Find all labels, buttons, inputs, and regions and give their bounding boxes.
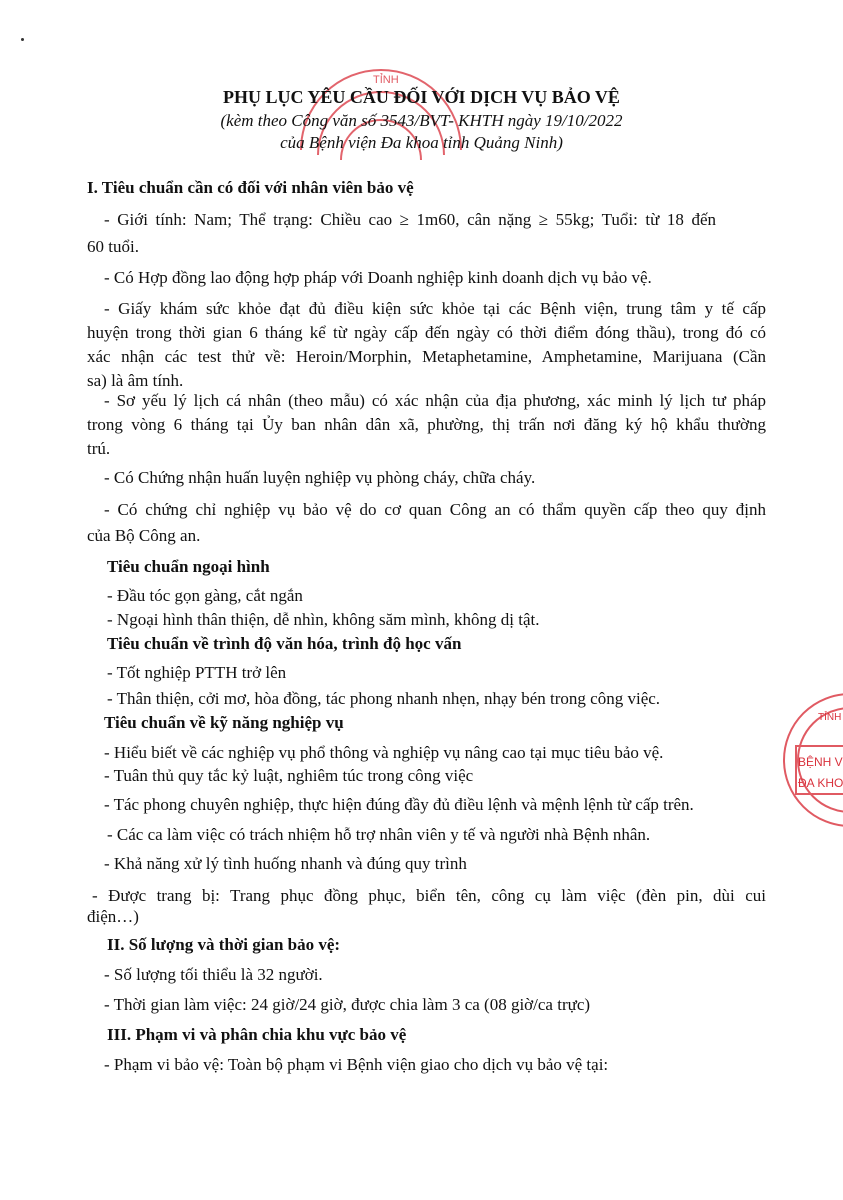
- s1-p3-line-2: huyện trong thời gian 6 tháng kể từ ngày cấp đến ngày có thời điểm đóng thầu), trong đó có: [87, 323, 766, 342]
- education-item-1: - Tốt nghiệp PTTH trở lên: [107, 663, 287, 682]
- skills-item-4: - Các ca làm việc có trách nhiệm hỗ trợ nhân viên y tế và người nhà Bệnh nhân.: [107, 825, 651, 844]
- seal-top-text: TỈNH: [373, 74, 399, 86]
- skills-item-6-line-2: điện…): [87, 907, 139, 926]
- s1-p4-line-2: trong vòng 6 tháng tại Ủy ban nhân dân xã, phường, thị trấn nơi đăng ký hộ khẩu thường: [87, 415, 766, 434]
- skills-item-1: - Hiểu biết về các nghiệp vụ phổ thông và nghiệp vụ nâng cao tại mục tiêu bảo vệ.: [104, 743, 664, 762]
- skills-item-6-line-1: - Được trang bị: Trang phục đồng phục, biển tên, công cụ làm việc (đèn pin, dùi cui: [92, 886, 766, 905]
- skills-heading: Tiêu chuẩn về kỹ năng nghiệp vụ: [104, 713, 344, 732]
- s2-p2: - Thời gian làm việc: 24 giờ/24 giờ, được chia làm 3 ca (08 giờ/ca trực): [104, 995, 591, 1014]
- appearance-item-2: - Ngoại hình thân thiện, dễ nhìn, không săm mình, không dị tật.: [107, 610, 540, 629]
- s1-p1-line-1: - Giới tính: Nam; Thể trạng: Chiều cao ≥ 1m60, cân nặng ≥ 55kg; Tuổi: từ 18 đến: [104, 210, 716, 229]
- s1-p4-line-3: trú.: [87, 439, 111, 458]
- s1-p6-line-2: của Bộ Công an.: [87, 526, 201, 545]
- s1-p2: - Có Hợp đồng lao động hợp pháp với Doanh nghiệp kinh doanh dịch vụ bảo vệ.: [104, 268, 652, 287]
- appearance-heading: Tiêu chuẩn ngoại hình: [107, 557, 270, 576]
- s1-p5: - Có Chứng nhận huấn luyện nghiệp vụ phòng cháy, chữa cháy.: [104, 468, 536, 487]
- section-1-heading: I. Tiêu chuẩn cần có đối với nhân viên bảo vệ: [87, 178, 414, 197]
- s3-p1: - Phạm vi bảo vệ: Toàn bộ phạm vi Bệnh viện giao cho dịch vụ bảo vệ tại:: [104, 1055, 609, 1074]
- s1-p4-line-1: - Sơ yếu lý lịch cá nhân (theo mẫu) có xác nhận của địa phương, xác minh lý lịch tư pháp: [104, 391, 766, 410]
- appearance-item-1: - Đầu tóc gọn gàng, cắt ngắn: [107, 586, 303, 605]
- skills-item-2: - Tuân thủ quy tắc kỷ luật, nghiêm túc trong công việc: [104, 766, 474, 785]
- document-title: PHỤ LỤC YÊU CẦU ĐỐI VỚI DỊCH VỤ BẢO VỆ: [223, 87, 620, 107]
- section-3-heading: III. Phạm vi và phân chia khu vực bảo vệ: [107, 1025, 407, 1044]
- document-subtitle-line-2: của Bệnh viện Đa khoa tỉnh Quảng Ninh): [280, 133, 563, 152]
- seal-right: [760, 690, 843, 830]
- scan-speck: [21, 38, 24, 41]
- education-heading: Tiêu chuẩn về trình độ văn hóa, trình độ học vấn: [107, 634, 462, 653]
- skills-item-3: - Tác phong chuyên nghiệp, thực hiện đúng đầy đủ điều lệnh và mệnh lệnh từ cấp trên.: [104, 795, 694, 814]
- s2-p1: - Số lượng tối thiểu là 32 người.: [104, 965, 323, 984]
- seal-right-text-3: ĐA KHO: [798, 776, 843, 790]
- s1-p3-line-3: xác nhận các test thử về: Heroin/Morphin, Metaphetamine, Amphetamine, Marijuana (Cần: [87, 347, 766, 366]
- document-subtitle-line-1: (kèm theo Công văn số 3543/BVT- KHTH ngày 19/10/2022: [220, 111, 623, 130]
- s1-p3-line-1: - Giấy khám sức khỏe đạt đủ điều kiện sức khỏe tại các Bệnh viện, trung tâm y tế cấp: [104, 299, 766, 318]
- education-item-2: - Thân thiện, cởi mơ, hòa đồng, tác phong nhanh nhẹn, nhạy bén trong công việc.: [107, 689, 661, 708]
- skills-item-5: - Khả năng xử lý tình huống nhanh và đúng quy trình: [104, 854, 467, 873]
- s1-p3-line-4: sa) là âm tính.: [87, 371, 184, 390]
- seal-right-text-2: BỆNH V: [798, 755, 843, 769]
- s1-p1-line-2: 60 tuổi.: [87, 237, 139, 256]
- section-2-heading: II. Số lượng và thời gian bảo vệ:: [107, 935, 341, 954]
- seal-right-text-1: TỈNH: [818, 712, 842, 723]
- s1-p6-line-1: - Có chứng chỉ nghiệp vụ bảo vệ do cơ quan Công an có thẩm quyền cấp theo quy định: [104, 500, 766, 519]
